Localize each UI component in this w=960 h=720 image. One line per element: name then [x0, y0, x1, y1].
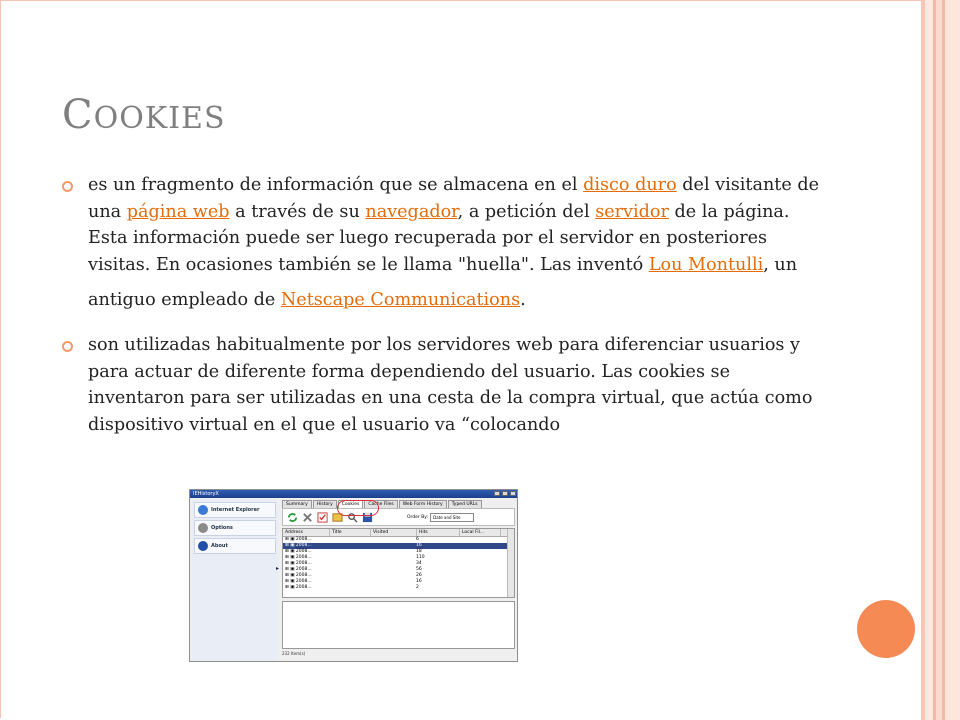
tab-bar — [282, 500, 515, 508]
row-hits: 16 — [416, 543, 422, 548]
bullet-text: a través de su — [229, 201, 366, 222]
bullet-text: . — [520, 290, 526, 310]
row-address: ⊞ ▣ 2008... — [285, 585, 312, 590]
title-rest: OOKIES — [93, 101, 226, 136]
tab-summary[interactable]: Summary — [282, 500, 312, 508]
tab-web-form-history[interactable]: Web Form History — [399, 500, 447, 508]
table-header — [283, 529, 514, 537]
table-body — [283, 537, 514, 591]
maximize-icon[interactable] — [502, 491, 508, 496]
bullet-item — [62, 172, 822, 322]
sidebar-label: Internet Explorer — [211, 507, 260, 513]
row-address: ⊞ ▣ 2008... — [285, 573, 312, 578]
checklist-icon[interactable] — [317, 512, 328, 523]
row-hits: 110 — [416, 555, 425, 560]
row-visited — [371, 585, 416, 591]
title-initial: C — [62, 92, 94, 138]
column-header[interactable]: Local Fil... — [460, 529, 501, 536]
link-pagina-web[interactable]: página web — [126, 201, 230, 222]
link-disco-duro[interactable]: disco duro — [583, 175, 677, 195]
app-main — [282, 500, 515, 660]
row-address: ⊞ ▣ 2008... — [285, 561, 312, 566]
row-hits: 2 — [416, 585, 419, 590]
close-icon[interactable] — [510, 491, 516, 496]
bullet-text: , a petición del — [457, 201, 596, 222]
sidebar-item-internet-explorer[interactable] — [194, 502, 276, 518]
row-hits: 16 — [416, 579, 422, 584]
link-navegador[interactable]: navegador — [365, 201, 458, 222]
minimize-icon[interactable] — [494, 491, 500, 496]
link-netscape[interactable]: Netscape Communications — [280, 290, 521, 310]
sidebar-item-about[interactable] — [194, 538, 276, 554]
bullet-item — [62, 332, 822, 438]
bullet-text: del visitante de una — [88, 175, 820, 222]
app-sidebar — [192, 500, 278, 660]
question-icon — [198, 541, 208, 551]
status-text: 232 Item(s) — [282, 651, 306, 656]
order-by-select[interactable]: Date and Site — [430, 513, 474, 522]
row-address: ⊞ ▣ 2008... — [285, 555, 312, 560]
embedded-screenshot — [189, 489, 518, 662]
tab-history[interactable]: History — [313, 500, 337, 508]
column-header[interactable]: Address — [283, 529, 330, 536]
row-hits: 6 — [416, 537, 419, 542]
row-address: ⊞ ▣ 2008... — [285, 579, 312, 584]
decor-stripe — [925, 0, 933, 720]
bullet-text: de la página. Esta información puede ser luego recuperada por el servidor en posteriores visitas. En ocasiones también se le llama "huella". Las inventó — [88, 201, 790, 275]
sidebar-label: About — [211, 543, 228, 549]
sidebar-label: Options — [211, 525, 233, 531]
expand-arrow-icon[interactable]: ▸ — [276, 565, 280, 572]
row-hits: 56 — [416, 567, 422, 572]
column-header[interactable]: Visited — [371, 529, 417, 536]
row-local-file — [458, 585, 498, 591]
refresh-icon[interactable] — [287, 512, 298, 523]
delete-icon[interactable] — [302, 512, 313, 523]
row-address: ⊞ ▣ 2008... — [285, 567, 312, 572]
bullet-icon — [62, 181, 73, 192]
row-hits: 26 — [416, 573, 422, 578]
bullet-text: , un antiguo empleado de — [88, 254, 798, 310]
column-header[interactable]: Hits — [417, 529, 460, 536]
tab-cookies[interactable]: Cookies — [338, 500, 364, 508]
detail-pane — [282, 601, 515, 649]
cookie-table — [282, 528, 515, 598]
row-hits: 34 — [416, 561, 422, 566]
row-hits: 18 — [416, 549, 422, 554]
tab-typed-urls[interactable]: Typed URLs — [448, 500, 482, 508]
decor-circle — [857, 600, 915, 658]
bullet-icon — [62, 341, 73, 352]
column-header[interactable]: Title — [330, 529, 371, 536]
window-titlebar — [190, 490, 517, 498]
order-by — [407, 513, 474, 522]
sidebar-item-options[interactable] — [194, 520, 276, 536]
window-title: IEHistoryX — [193, 491, 219, 497]
bullet-list — [62, 172, 822, 448]
toolbar — [282, 508, 515, 526]
table-row[interactable] — [283, 585, 514, 591]
tab-cache-files[interactable]: Cache Files — [364, 500, 397, 508]
row-address: ⊞ ▣ 2008... — [285, 549, 312, 554]
scrollbar[interactable] — [507, 529, 514, 597]
order-by-label: Order By: — [407, 514, 429, 520]
link-lou-montulli[interactable]: Lou Montulli — [648, 254, 764, 275]
decor-stripe — [945, 0, 960, 720]
slide-title — [62, 92, 226, 138]
highlight-circle — [337, 500, 379, 516]
ie-icon — [198, 505, 208, 515]
link-servidor[interactable]: servidor — [595, 201, 669, 222]
row-title — [331, 585, 371, 591]
bullet-text: es un fragmento de información que se almacena en el — [88, 175, 584, 195]
row-address: ⊞ ▣ 2008... — [285, 537, 312, 542]
bullet-text: son utilizadas habitualmente por los servidores web para diferenciar usuarios y para actuar de diferente forma dependiendo del usuario. Las cookies se inventaron para ser utilizadas en una cesta de la compra virtual, que actúa como dispositivo virtual en el que el usuario va “colocando — [88, 335, 813, 435]
gear-icon — [198, 523, 208, 533]
row-address: ⊞ ▣ 2008... — [285, 543, 312, 548]
